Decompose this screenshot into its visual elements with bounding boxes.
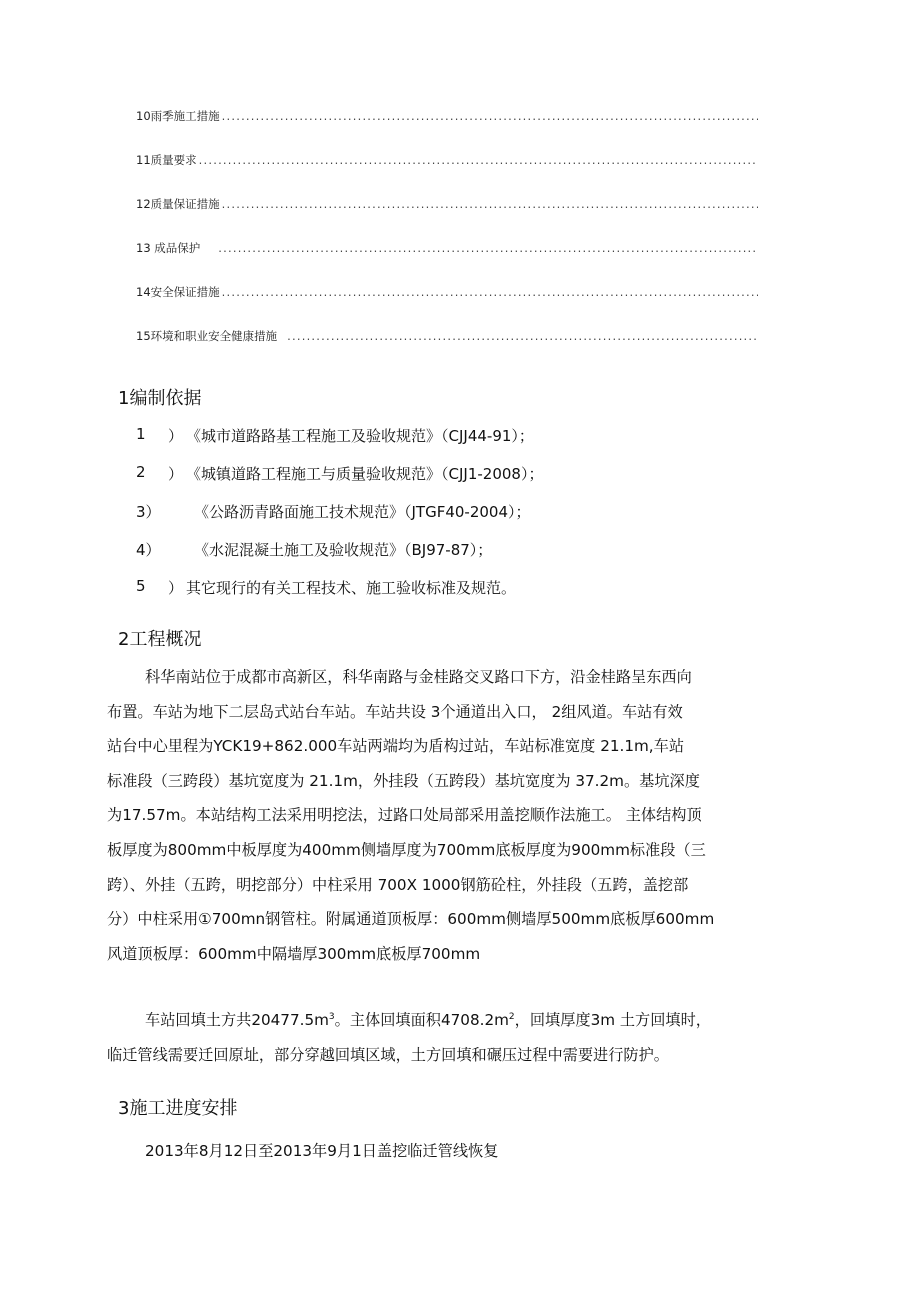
paragraph-line: 板厚度为800mm中板厚度为400mm侧墙厚度为700mm底板厚度为900mm标准段（三 xyxy=(107,840,706,859)
backfill-thickness-text: ，回填厚度3m 土方回填时， xyxy=(514,1011,711,1030)
overview-paragraph xyxy=(107,660,777,971)
paragraph-line: 临迁管线需要迁回原址，部分穿越回填区域，土方回填和碾压过程中需要进行防护。 xyxy=(107,1045,669,1064)
paragraph-line: 跨）、外挂（五跨，明挖部分）中柱采用 700X 1000钢筋砼柱，外挂段（五跨，盖挖部 xyxy=(107,875,689,894)
backfill-area-text: 。主体回填面积4708.2m xyxy=(334,1011,509,1030)
superscript: 2 xyxy=(508,1012,515,1022)
paragraph-line: 为17.57m。本站结构工法采用明挖法，过路口处局部采用盖挖顺作法施工。 主体结构顶 xyxy=(107,806,702,825)
paragraph-line: 站台中心里程为YCK19+862.000车站两端均为盾构过站，车站标准宽度 21.1m,车站 xyxy=(107,737,685,756)
reference-number: 5 xyxy=(136,577,146,595)
reference-item xyxy=(136,539,492,560)
paragraph-line: 科华南站位于成都市高新区，科华南路与金桂路交叉路口下方，沿金桂路呈东西向 xyxy=(145,668,692,686)
reference-text: 其它现行的有关工程技术、施工验收标准及规范。 xyxy=(186,579,517,597)
reference-text: 《城镇道路工程施工与质量验收规范》（CJJ1-2008）； xyxy=(186,465,544,483)
toc-entry[interactable] xyxy=(136,108,758,152)
toc-leader-dots xyxy=(287,329,758,343)
toc-entry-label: 13 成品保护 xyxy=(136,241,201,255)
reference-text: 《公路沥青路面施工技术规范》（JTGF40-2004）； xyxy=(194,503,531,521)
toc-entry-label: 14安全保证措施 xyxy=(136,285,220,299)
paragraph-line: 布置。车站为地下二层岛式站台车站。车站共设 3个通道出入口， 2组风道。车站有效 xyxy=(107,702,683,721)
paragraph-line xyxy=(107,1000,777,1038)
toc-entry-label: 15环境和职业安全健康措施 xyxy=(136,329,278,343)
table-of-contents xyxy=(136,108,758,372)
backfill-volume-text: 车站回填土方共20477.5m xyxy=(145,1011,329,1030)
reference-number: 1 xyxy=(136,425,146,443)
backfill-paragraph xyxy=(107,1000,777,1072)
reference-item xyxy=(136,577,516,598)
reference-number: 3） xyxy=(136,503,161,521)
reference-item xyxy=(136,425,534,446)
toc-leader-dots xyxy=(222,197,758,211)
reference-number: 2 xyxy=(136,463,146,481)
superscript: 3 xyxy=(328,1012,335,1022)
paragraph-line: 风道顶板厚：600mm中隔墙厚300mm底板厚700mm xyxy=(107,944,481,963)
toc-entry[interactable] xyxy=(136,152,758,196)
toc-leader-dots xyxy=(218,241,758,255)
reference-paren: ） xyxy=(168,427,184,445)
toc-entry[interactable] xyxy=(136,328,758,372)
section-heading-overview: 2工程概况 xyxy=(118,629,202,650)
toc-entry[interactable] xyxy=(136,240,758,284)
toc-entry[interactable] xyxy=(136,284,758,328)
reference-paren: ） xyxy=(168,579,184,597)
reference-text: 《水泥混凝土施工及验收规范》（BJ97-87）； xyxy=(194,541,493,559)
reference-paren: ） xyxy=(168,465,184,483)
paragraph-line: 标准段（三跨段）基坑宽度为 21.1m，外挂段（五跨段）基坑宽度为 37.2m。基坑深度 xyxy=(107,771,700,790)
toc-entry-label: 10雨季施工措施 xyxy=(136,109,220,123)
paragraph-line: 分）中柱采用①700mn钢管柱。附属通道顶板厚：600mm侧墙厚500mm底板厚600mm xyxy=(107,910,715,929)
paragraph-line: 2013年8月12日至2013年9月1日盖挖临迁管线恢复 xyxy=(145,1142,499,1160)
toc-entry-label: 12质量保证措施 xyxy=(136,197,220,211)
section-heading-basis: 1编制依据 xyxy=(118,388,202,409)
toc-entry[interactable] xyxy=(136,196,758,240)
reference-text: 《城市道路路基工程施工及验收规范》（CJJ44-91）； xyxy=(186,427,534,445)
reference-number: 4） xyxy=(136,541,161,559)
toc-leader-dots xyxy=(199,153,758,167)
toc-leader-dots xyxy=(222,285,758,299)
reference-item xyxy=(136,463,543,484)
section-heading-schedule: 3施工进度安排 xyxy=(118,1098,238,1119)
toc-leader-dots xyxy=(222,109,758,123)
reference-item xyxy=(136,501,531,522)
schedule-paragraph xyxy=(107,1134,777,1169)
toc-entry-label: 11质量要求 xyxy=(136,153,197,167)
